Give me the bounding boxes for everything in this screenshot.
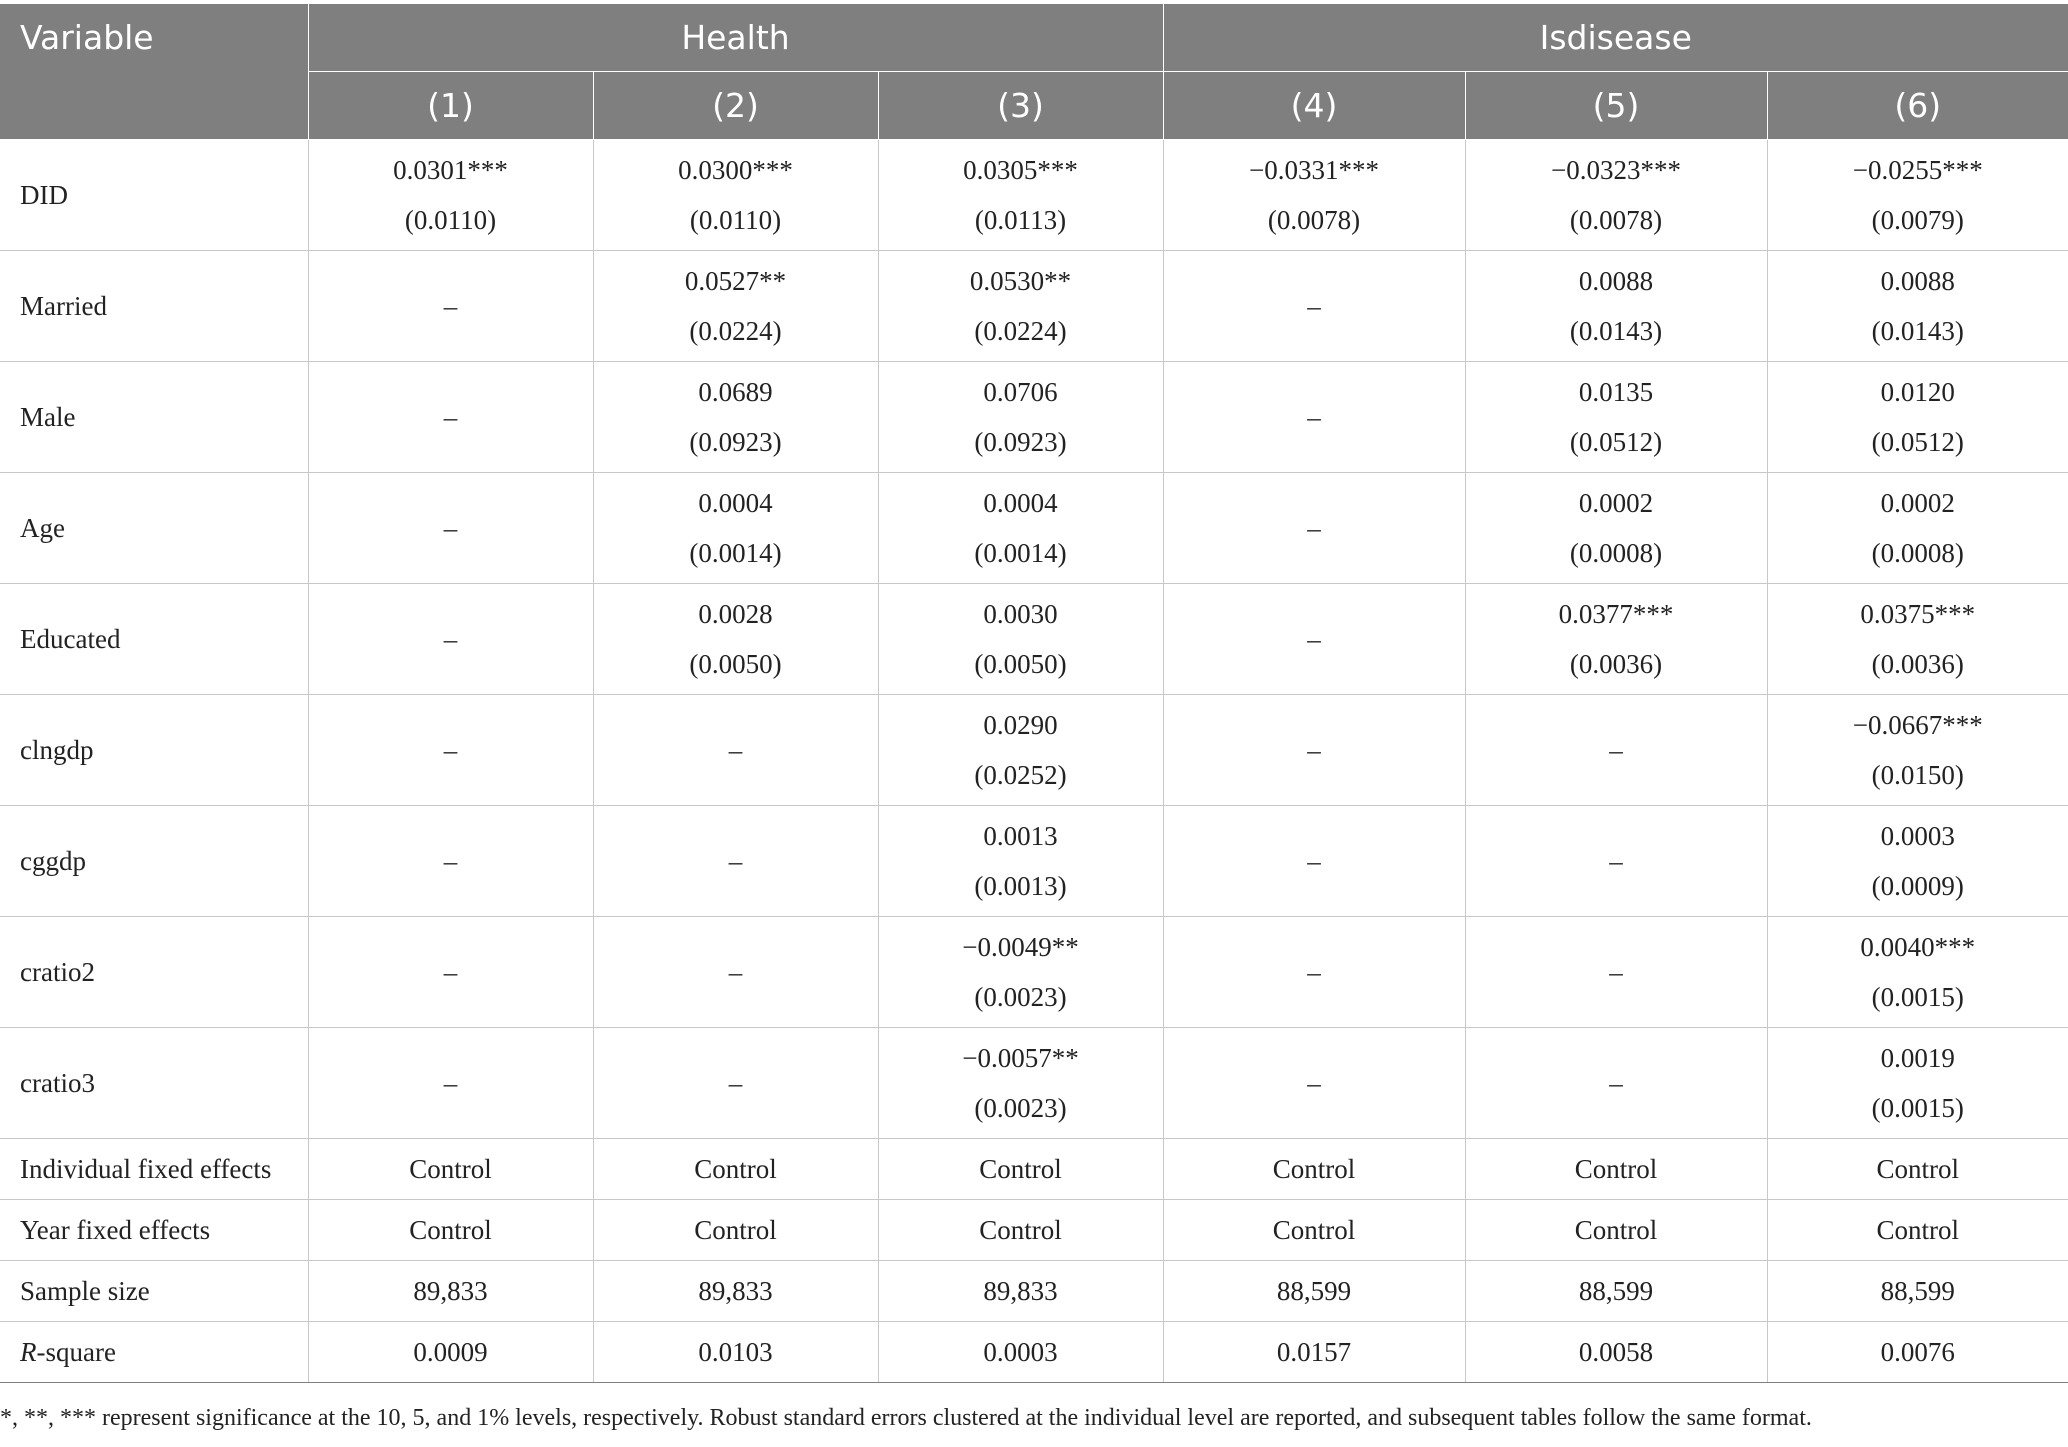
row-label: Year fixed effects [0,1200,308,1261]
table-cell [1767,695,2068,806]
standard-error: (0.0079) [1871,205,1964,235]
coefficient: 0.0004 [698,488,773,518]
coefficient: −0.0255*** [1852,155,1983,185]
empty-dash: – [1609,734,1623,765]
table-row [0,140,2068,251]
table-cell: 0.0058 [1465,1322,1767,1383]
table-cell [1163,140,1465,251]
coefficient: −0.0049** [962,932,1079,962]
row-label: cratio3 [0,1028,308,1139]
summary-row [0,1261,2068,1322]
table-cell: 0.0076 [1767,1322,2068,1383]
table-row [0,695,2068,806]
coefficient: −0.0057** [962,1043,1079,1073]
table-cell: 0.0009 [308,1322,593,1383]
coefficient: 0.0706 [983,377,1058,407]
table-cell [878,473,1163,584]
coefficient: −0.0331*** [1249,155,1379,185]
table-row [0,917,2068,1028]
standard-error: (0.0150) [1871,760,1964,790]
table-cell [593,1028,878,1139]
table-cell [878,1028,1163,1139]
table-cell: 0.0103 [593,1322,878,1383]
table-cell [1465,473,1767,584]
row-label: Sample size [0,1261,308,1322]
coefficient: 0.0002 [1880,488,1955,518]
group-header-isdisease: Isdisease [1163,4,2068,72]
column-header-6: (6) [1767,72,2068,140]
standard-error: (0.0050) [689,649,782,679]
table-cell: 88,599 [1767,1261,2068,1322]
empty-dash: – [443,956,458,987]
coefficient: 0.0530** [969,266,1072,296]
standard-error: (0.0008) [1569,538,1663,568]
table-cell [593,584,878,695]
column-header-1: (1) [308,72,593,140]
standard-error: (0.0013) [974,871,1067,901]
empty-dash: – [1609,845,1623,876]
standard-error: (0.0023) [974,1093,1067,1123]
standard-error: (0.0008) [1871,538,1964,568]
table-cell: Control [1767,1139,2068,1200]
table-cell [1465,140,1767,251]
table-cell [1465,695,1767,806]
standard-error: (0.0923) [689,427,782,457]
coefficient: 0.0135 [1578,377,1654,407]
table-cell: 0.0003 [878,1322,1163,1383]
table-cell [1163,917,1465,1028]
table-cell: 88,599 [1163,1261,1465,1322]
standard-error: (0.0110) [689,205,782,235]
table-cell: Control [1465,1200,1767,1261]
standard-error: (0.0009) [1871,871,1964,901]
standard-error: (0.0036) [1871,649,1964,679]
coefficient: 0.0019 [1880,1043,1955,1073]
table-cell [308,1028,593,1139]
table-cell [1767,140,2068,251]
table-cell [1163,806,1465,917]
table-cell: 89,833 [593,1261,878,1322]
column-header-3: (3) [878,72,1163,140]
table-cell [1465,584,1767,695]
table-cell [593,473,878,584]
coefficient: 0.0689 [698,377,773,407]
table-row [0,806,2068,917]
empty-dash: – [1307,290,1321,321]
table-cell [308,251,593,362]
coefficient: −0.0667*** [1852,710,1983,740]
coefficient: 0.0300*** [678,155,793,185]
standard-error: (0.0252) [974,760,1067,790]
table-cell [1767,251,2068,362]
coefficient: 0.0527** [684,266,787,296]
table-cell [1767,362,2068,473]
table-cell [878,251,1163,362]
table-cell [308,140,593,251]
table-cell: 0.0157 [1163,1322,1465,1383]
table-cell [593,251,878,362]
table-cell [1163,473,1465,584]
table-cell: Control [593,1200,878,1261]
table-cell [1465,806,1767,917]
empty-dash: – [1307,512,1321,543]
table-cell: 88,599 [1465,1261,1767,1322]
table-cell: Control [1163,1200,1465,1261]
table-row [0,251,2068,362]
column-header-4: (4) [1163,72,1465,140]
table-cell [308,362,593,473]
standard-error: (0.0923) [974,427,1067,457]
table-cell [1465,362,1767,473]
empty-dash: – [443,1067,458,1098]
table-cell: 89,833 [878,1261,1163,1322]
standard-error: (0.0015) [1871,1093,1964,1123]
table-header [0,4,2068,140]
table-cell [1465,1028,1767,1139]
coefficient: 0.0028 [698,599,773,629]
empty-dash: – [728,1067,743,1098]
table-cell [1767,1028,2068,1139]
empty-dash: – [728,956,743,987]
empty-dash: – [443,512,458,543]
standard-error: (0.0512) [1871,427,1964,457]
standard-error: (0.0113) [974,205,1067,235]
row-label: Married [0,251,308,362]
coefficient: 0.0003 [1880,821,1955,851]
coefficient: 0.0088 [1578,266,1654,296]
table-cell [308,917,593,1028]
empty-dash: – [1609,1067,1623,1098]
empty-dash: – [1307,956,1321,987]
standard-error: (0.0143) [1871,316,1964,346]
table-cell [878,140,1163,251]
row-label-rest: -square [36,1336,116,1367]
coefficient: 0.0301*** [393,155,508,185]
coefficient: 0.0004 [983,488,1058,518]
table-body [0,140,2068,1383]
row-label: Individual fixed effects [0,1139,308,1200]
empty-dash: – [443,734,458,765]
empty-dash: – [728,734,743,765]
table-row [0,362,2068,473]
table-cell [1163,251,1465,362]
table-cell [878,362,1163,473]
table-cell [593,806,878,917]
row-label [0,1322,308,1383]
column-header-2: (2) [593,72,878,140]
row-label: cggdp [0,806,308,917]
coefficient: 0.0375*** [1860,599,1976,629]
row-label: Male [0,362,308,473]
table-footnote: *, **, *** represent significance at the 10, 5, and 1% levels, respectively. Robust standard errors clustered at the individual level are reported, and subsequent tables follow the same format. [0,1405,1812,1431]
table-cell: Control [1163,1139,1465,1200]
table-cell [878,695,1163,806]
table-cell [878,806,1163,917]
empty-dash: – [443,623,458,654]
summary-row [0,1139,2068,1200]
table-cell [593,695,878,806]
table-cell [1163,584,1465,695]
table-cell [593,362,878,473]
table-cell [593,917,878,1028]
table-cell [308,806,593,917]
row-label-italic: R [20,1336,37,1367]
standard-error: (0.0014) [974,538,1067,568]
table-cell [878,917,1163,1028]
standard-error: (0.0050) [974,649,1067,679]
empty-dash: – [1307,734,1321,765]
table-cell: 89,833 [308,1261,593,1322]
coefficient: 0.0030 [983,599,1058,629]
table-cell [308,695,593,806]
coefficient: 0.0377*** [1558,599,1674,629]
empty-dash: – [443,401,458,432]
row-label: DID [0,140,308,251]
empty-dash: – [1609,956,1623,987]
coefficient: 0.0088 [1880,266,1955,296]
empty-dash: – [443,845,458,876]
coefficient: 0.0040*** [1860,932,1976,962]
table-row [0,1028,2068,1139]
standard-error: (0.0023) [974,982,1067,1012]
table-cell [1163,1028,1465,1139]
standard-error: (0.0512) [1569,427,1663,457]
standard-error: (0.0143) [1569,316,1663,346]
empty-dash: – [1307,845,1321,876]
table-cell [1767,473,2068,584]
row-label: cratio2 [0,917,308,1028]
empty-dash: – [1307,1067,1321,1098]
column-header-5: (5) [1465,72,1767,140]
regression-table [0,4,2068,1383]
standard-error: (0.0015) [1871,982,1964,1012]
table-cell [308,584,593,695]
table-cell [1465,251,1767,362]
table-cell [1767,917,2068,1028]
summary-row [0,1322,2068,1383]
coefficient: 0.0290 [983,710,1058,740]
table-cell [878,584,1163,695]
table-cell: Control [878,1200,1163,1261]
row-label: Age [0,473,308,584]
table-cell [1163,362,1465,473]
row-label: Educated [0,584,308,695]
summary-row [0,1200,2068,1261]
table-cell: Control [1767,1200,2068,1261]
table-cell [1767,584,2068,695]
table-cell: Control [593,1139,878,1200]
table-cell: Control [1465,1139,1767,1200]
table-cell: Control [308,1200,593,1261]
standard-error: (0.0110) [404,205,497,235]
coefficient: 0.0013 [983,821,1058,851]
standard-error: (0.0078) [1267,205,1361,235]
empty-dash: – [1307,623,1321,654]
standard-error: (0.0224) [689,316,782,346]
empty-dash: – [443,290,458,321]
table-cell: Control [308,1139,593,1200]
standard-error: (0.0014) [689,538,782,568]
table-cell [1163,695,1465,806]
standard-error: (0.0078) [1569,205,1663,235]
empty-dash: – [1307,401,1321,432]
table-row [0,473,2068,584]
empty-dash: – [728,845,743,876]
table-cell [308,473,593,584]
coefficient: 0.0002 [1578,488,1654,518]
variable-header: Variable [0,4,308,140]
table-cell [1767,806,2068,917]
row-label: clngdp [0,695,308,806]
coefficient: 0.0305*** [963,155,1078,185]
group-header-health: Health [308,4,1163,72]
table-cell [593,140,878,251]
standard-error: (0.0036) [1569,649,1663,679]
coefficient: −0.0323*** [1551,155,1681,185]
coefficient: 0.0120 [1880,377,1955,407]
table-row [0,584,2068,695]
table-cell: Control [878,1139,1163,1200]
table-cell [1465,917,1767,1028]
standard-error: (0.0224) [974,316,1067,346]
